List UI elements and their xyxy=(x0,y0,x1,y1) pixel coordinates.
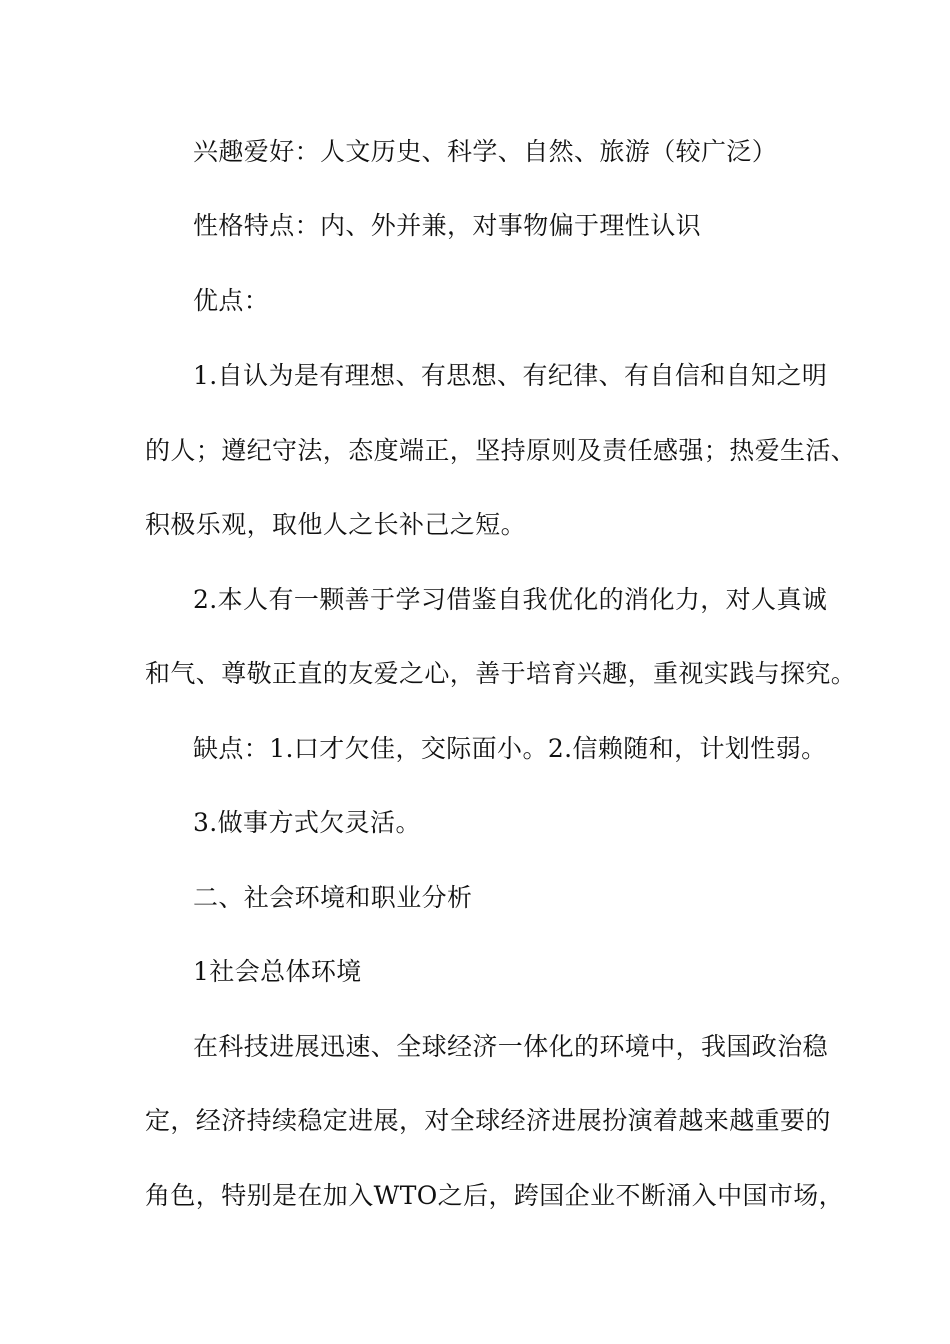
text-line-strength-1-b: 的人；遵纪守法，态度端正，坚持原则及责任感强；热爱生活、 xyxy=(145,436,857,465)
text-line-interests: 兴趣爱好：人文历史、科学、自然、旅游（较广泛） xyxy=(193,137,778,166)
text-line-weakness-3: 3.做事方式欠灵活。 xyxy=(193,808,421,837)
text-line-strengths-heading: 优点： xyxy=(193,286,270,315)
text-line-strength-1-a: 1.自认为是有理想、有思想、有纪律、有自信和自知之明 xyxy=(193,361,828,390)
text-line-paragraph-b: 定，经济持续稳定进展，对全球经济进展扮演着越来越重要的 xyxy=(145,1106,831,1135)
text-line-paragraph-c: 角色，特别是在加入WTO之后，跨国企业不断涌入中国市场， xyxy=(145,1181,845,1210)
text-line-paragraph-a: 在科技进展迅速、全球经济一体化的环境中，我国政治稳 xyxy=(193,1032,829,1061)
text-line-weaknesses: 缺点：1.口才欠佳，交际面小。2.信赖随和，计划性弱。 xyxy=(193,734,827,763)
subsection-heading-social: 1社会总体环境 xyxy=(193,957,362,986)
text-line-strength-1-c: 积极乐观，取他人之长补己之短。 xyxy=(145,510,527,539)
section-heading-environment: 二、社会环境和职业分析 xyxy=(193,883,473,912)
text-line-personality: 性格特点：内、外并兼，对事物偏于理性认识 xyxy=(193,211,702,240)
text-line-strength-2-a: 2.本人有一颗善于学习借鉴自我优化的消化力，对人真诚 xyxy=(193,585,828,614)
text-line-strength-2-b: 和气、尊敬正直的友爱之心，善于培育兴趣，重视实践与探究。 xyxy=(145,659,857,688)
